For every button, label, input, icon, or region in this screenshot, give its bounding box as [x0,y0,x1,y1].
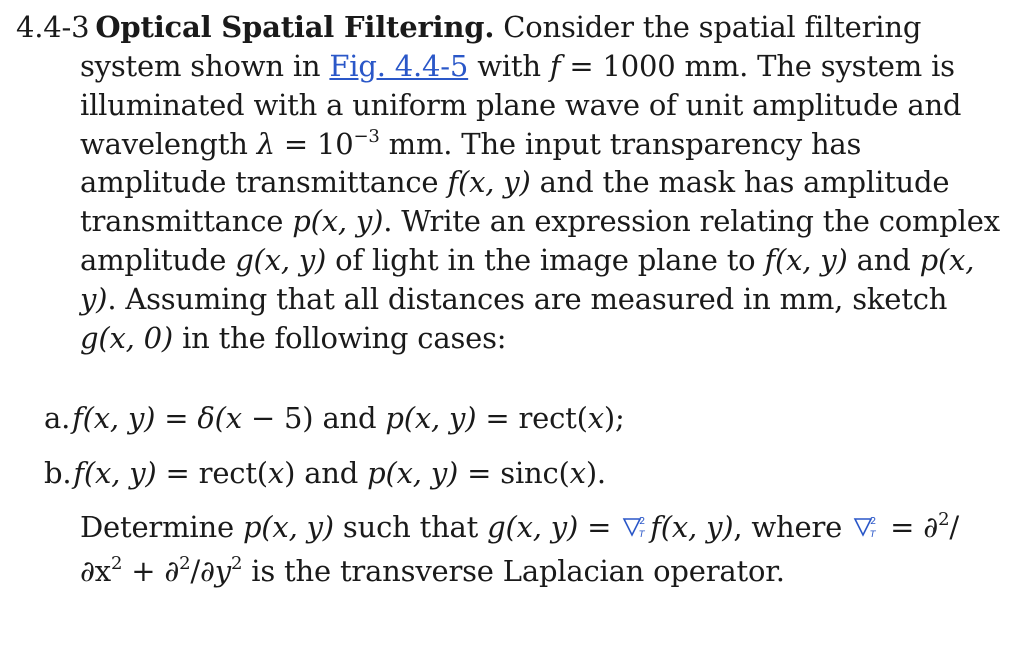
text-segment: wavelength [80,126,257,161]
math-pxy: p(x, y) [385,401,477,435]
text-segment: ); [603,401,625,435]
text-segment: system shown in [80,49,330,83]
part-c-line-2 [80,549,959,593]
problem-body [80,47,1000,357]
text-segment: such that [333,510,488,544]
body-line-7 [80,241,1000,280]
problem-title: Optical Spatial Filtering. [95,10,495,44]
svg-text:2: 2 [870,516,877,527]
text-segment: and the mask has amplitude [530,165,950,200]
body-line-8 [80,280,1000,319]
figure-link[interactable]: Fig. 4.4-5 [329,49,469,83]
math-x: x [587,401,604,435]
part-b-label: b. [44,456,72,490]
text-segment: amplitude [80,242,236,277]
body-line-4 [80,125,1000,164]
body-line-2 [80,47,1000,86]
math-p: p(x, [919,242,975,277]
nabla-t-squared-icon [622,513,648,539]
math-gxy: g(x, y) [487,510,579,544]
exponent: 2 [230,553,243,574]
math-g: g(x, 0) [80,320,174,355]
svg-text:2: 2 [639,516,646,527]
text-segment: = rect( [476,401,588,435]
text-segment: = sinc( [458,456,570,490]
text-segment: + ∂ [122,554,180,588]
math-y: y) [80,281,108,316]
text-segment: = 10 [274,126,354,161]
exponent: 2 [110,553,123,574]
math-fxy: f(x, y) [72,401,156,435]
text-segment: transmittance [80,204,293,239]
problem-parts [44,391,625,501]
text-segment: = 1000 mm. The system is [560,49,955,83]
math-x: x [569,456,586,490]
text-segment: amplitude transmittance [80,165,448,200]
text-segment: − 5) and [241,401,386,435]
text-segment: ∂x [80,554,111,588]
part-c [80,505,959,593]
nabla-t-squared-icon [853,513,879,539]
math-fxy: f(x, y) [73,456,157,490]
math-lambda: λ [256,126,275,161]
text-segment: Determine [80,510,243,544]
svg-text:T: T [870,530,876,539]
body-line-5 [80,163,1000,202]
math-pxy: p(x, y) [242,510,334,544]
exponent: 2 [938,509,950,530]
part-b [44,446,625,501]
body-line-9 [80,319,1000,358]
text-segment: = rect( [156,456,268,490]
math-x: x [267,456,285,490]
body-line-3: illuminated with a uniform plane wave of unit amplitude and [80,87,962,122]
part-a-label: a. [44,401,71,435]
text-segment: mm. The input transparency has [379,126,862,161]
part-c-line-1 [80,505,959,549]
text-segment: and [847,242,920,277]
math-y: y [214,554,231,588]
exponent: 2 [179,553,191,574]
text-segment: = ∂ [881,510,939,544]
problem-number: 4.4-3 [16,10,90,44]
text-segment: = [155,401,198,435]
math-gxy: g(x, y) [235,242,327,277]
math-f: f [549,49,561,83]
text-segment: . Write an expression relating the complex [383,204,1000,239]
problem-header [16,8,921,46]
math-delta: δ(x [197,401,242,435]
text-segment: is the transverse Laplacian operator. [242,554,785,588]
math-pxy: p(x, y) [292,204,384,239]
text-segment: /∂ [190,554,215,588]
text-segment: of light in the image plane to [326,242,765,277]
text-segment: / [949,510,959,544]
math-pxy: p(x, y) [367,456,459,490]
exponent: −3 [353,125,380,147]
text-segment: , where [733,510,852,544]
text-segment: . Assuming that all distances are measured in mm, sketch [107,281,948,316]
math-fxy: f(x, y) [650,510,734,544]
header-text: Consider the spatial filtering [494,10,922,44]
text-segment: with [468,49,550,83]
text-segment: = [578,510,621,544]
svg-text:T: T [639,530,645,539]
text-segment: ). [585,456,606,490]
text-segment: ) and [284,456,368,490]
body-line-6 [80,202,1000,241]
text-segment: in the following cases: [173,320,507,355]
math-fxy: f(x, y) [447,165,531,200]
math-fxy: f(x, y) [764,242,848,277]
part-a [44,391,625,446]
